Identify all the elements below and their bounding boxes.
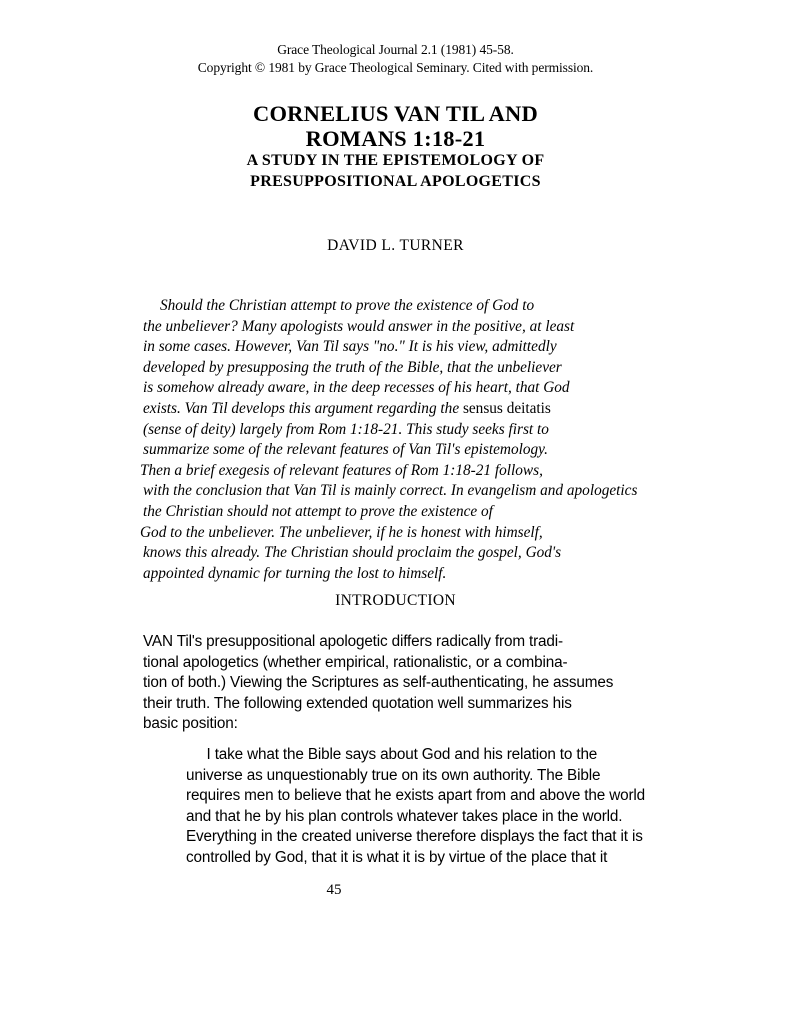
quote-line: I take what the Bible says about God and his relation to the bbox=[186, 746, 598, 763]
sensus-deitatis-term: sensus deitatis bbox=[462, 400, 551, 417]
copyright-notice: Copyright © 1981 by Grace Theological Seminary. Cited with permission. bbox=[197, 60, 594, 75]
abstract-line bbox=[143, 399, 551, 420]
abstract-line: is somehow already aware, in the deep recesses of his heart, that God bbox=[143, 379, 570, 396]
page-number: 45 bbox=[326, 882, 342, 898]
subtitle-line-1: A STUDY IN THE EPISTEMOLOGY OF bbox=[246, 152, 545, 169]
title-line-1: CORNELIUS VAN TIL AND bbox=[253, 101, 538, 126]
abstract-line: in some cases. However, Van Til says "no." It is his view, admittedly bbox=[143, 338, 557, 355]
abstract-line: with the conclusion that Van Til is mainly correct. In evangelism and apologetics bbox=[143, 482, 638, 499]
body-line: tional apologetics (whether empirical, rationalistic, or a combina- bbox=[143, 654, 568, 671]
title-line-2: ROMANS 1:18-21 bbox=[305, 126, 486, 151]
abstract-line: developed by presupposing the truth of the Bible, that the unbeliever bbox=[143, 359, 562, 376]
abstract-line-text: exists. Van Til develops this argument regarding the bbox=[143, 400, 463, 417]
quote-line: and that he by his plan controls whatever takes place in the world. bbox=[186, 808, 623, 825]
abstract-line: God to the unbeliever. The unbeliever, if he is honest with himself, bbox=[140, 524, 543, 541]
journal-citation: Grace Theological Journal 2.1 (1981) 45-58. bbox=[277, 42, 514, 57]
abstract-line: appointed dynamic for turning the lost to himself. bbox=[143, 565, 447, 582]
abstract-line: the Christian should not attempt to prove the existence of bbox=[143, 503, 493, 520]
quote-line: Everything in the created universe therefore displays the fact that it is bbox=[186, 828, 643, 845]
abstract-line: the unbeliever? Many apologists would answer in the positive, at least bbox=[143, 318, 575, 335]
abstract-line: Then a brief exegesis of relevant features of Rom 1:18-21 follows, bbox=[140, 462, 543, 479]
abstract-line: summarize some of the relevant features of Van Til's epistemology. bbox=[143, 441, 548, 458]
section-heading: INTRODUCTION bbox=[335, 592, 456, 609]
body-line: their truth. The following extended quotation well summarizes his bbox=[143, 695, 572, 712]
abstract-line: Should the Christian attempt to prove the existence of God to bbox=[160, 297, 535, 314]
body-line: tion of both.) Viewing the Scriptures as self-authenticating, he assumes bbox=[143, 674, 614, 691]
quote-line: requires men to believe that he exists apart from and above the world bbox=[186, 787, 646, 804]
author-name: DAVID L. TURNER bbox=[327, 237, 464, 254]
abstract-line: (sense of deity) largely from Rom 1:18-21. This study seeks first to bbox=[143, 421, 549, 438]
quote-line: universe as unquestionably true on its own authority. The Bible bbox=[186, 767, 601, 784]
quote-line: controlled by God, that it is what it is by virtue of the place that it bbox=[186, 849, 608, 866]
body-line: basic position: bbox=[143, 715, 238, 732]
abstract-line: knows this already. The Christian should proclaim the gospel, God's bbox=[143, 544, 562, 561]
subtitle-line-2: PRESUPPOSITIONAL APOLOGETICS bbox=[250, 173, 541, 190]
body-line: VAN Til's presuppositional apologetic differs radically from tradi- bbox=[143, 633, 563, 650]
